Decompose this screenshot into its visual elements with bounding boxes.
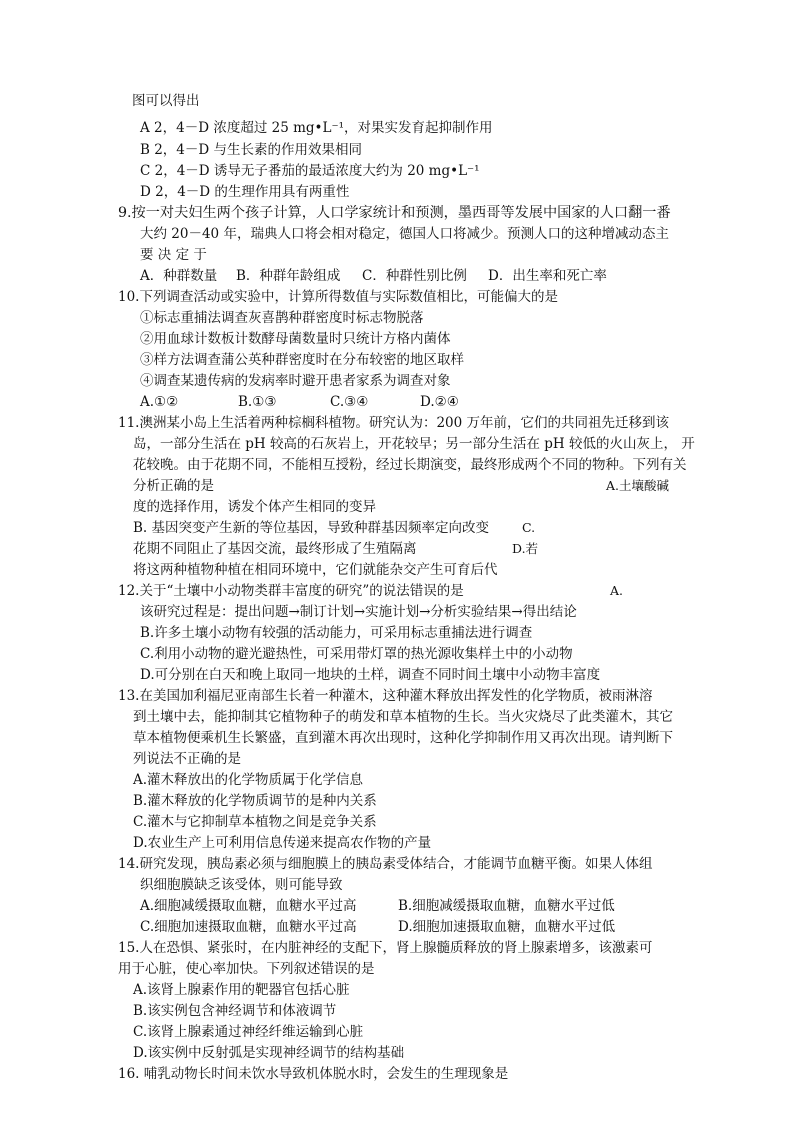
q8-option-d: D 2，4－D 的生理作用具有两重性 (140, 184, 350, 200)
q14-option-c: C.细胞加速摄取血糖，血糖水平过高 (140, 919, 357, 935)
q10-option-b: B.①③ (238, 394, 277, 410)
q15-stem-line-1: 15.人在恐惧、紧张时，在内脏神经的支配下，肾上腺髓质释放的肾上腺素增多，该激素可 (118, 940, 653, 956)
q13-stem-line-1: 13.在美国加利福尼亚南部生长着一种灌木，这种灌木释放出挥发性的化学物质，被雨淋溶 (118, 688, 653, 704)
q10-statement-2: ②用血球计数板计数酵母菌数量时只统计方格内菌体 (140, 331, 451, 347)
q13-stem-line-3: 草本植物便乘机生长繁盛，直到灌木再次出现时，这种化学抑制作用又再次出现。请判断下 (133, 730, 673, 746)
q11-stem-line-3: 花较晚。由于花期不同，不能相互授粉，经过长期演变，最终形成两个不同的物种。下列有关 (133, 457, 687, 473)
q8-option-b: B 2，4－D 与生长素的作用效果相同 (140, 142, 363, 158)
q13-option-c: C.灌木与它抑制草本植物之间是竞争关系 (133, 814, 377, 830)
q9-stem-line-3: 要 决 定 于 (140, 247, 207, 263)
q13-option-b: B.灌木释放的化学物质调节的是种内关系 (133, 793, 377, 809)
q13-stem-line-4: 列说法不正确的是 (133, 751, 241, 767)
q12-option-a-start: A. (610, 583, 624, 598)
q10-statement-3: ③样方法调查蒲公英种群密度时在分布较密的地区取样 (140, 352, 464, 368)
q10-statement-1: ①标志重捕法调查灰喜鹊种群密度时标志物脱落 (140, 310, 424, 326)
q12-option-c: C.利用小动物的避光避热性，可采用带灯罩的热光源收集样土中的小动物 (140, 646, 573, 662)
q9-stem-line-2: 大约 20－40 年，瑞典人口将会相对稳定，德国人口将减少。预测人口的这种增减动态主 (140, 226, 669, 242)
q12-option-b: B.许多土壤小动物有较强的活动能力，可采用标志重捕法进行调查 (140, 625, 533, 641)
q9-option-c: C．种群性别比例 (362, 268, 467, 284)
q15-option-d: D.该实例中反射弧是实现神经调节的结构基础 (133, 1045, 405, 1061)
q13-stem-line-2: 到土壤中去，能抑制其它植物种子的萌发和草本植物的生长。当火灾烧尽了此类灌木，其它 (133, 709, 673, 725)
q13-option-a: A.灌木释放出的化学物质属于化学信息 (133, 772, 364, 788)
q12-option-d: D.可分别在白天和晚上取同一地块的土样，调查不同时间土壤中小动物丰富度 (140, 667, 601, 683)
q11-option-c-start: C. (522, 520, 536, 535)
q15-option-c: C.该肾上腺素通过神经纤维运输到心脏 (133, 1024, 364, 1040)
q11-option-b: B. 基因突变产生新的等位基因，导致种群基因频率定向改变 (133, 520, 490, 536)
q8-intro: 图可以得出 (132, 93, 200, 109)
q10-stem: 10.下列调查活动或实验中，计算所得数值与实际数值相比，可能偏大的是 (118, 289, 558, 305)
q15-stem-line-2: 用于心脏，使心率加快。下列叙述错误的是 (118, 961, 375, 977)
q12-option-a-end: 该研究过程是：提出问题→制订计划→实施计划→分析实验结果→得出结论 (140, 604, 577, 620)
q8-option-c: C 2，4－D 诱导无子番茄的最适浓度大约为 20 mg•L⁻¹ (140, 163, 480, 179)
q15-option-a: A.该肾上腺素作用的靶器官包括心脏 (133, 982, 350, 998)
q10-option-c: C.③④ (330, 394, 369, 410)
q14-option-a: A.细胞减缓摄取血糖，血糖水平过高 (140, 898, 357, 914)
q11-option-c-end: 花期不同阻止了基因交流，最终形成了生殖隔离 (133, 541, 417, 557)
q9-option-b: B．种群年龄组成 (236, 268, 341, 284)
q11-stem-line-4: 分析正确的是 (133, 478, 214, 494)
q11-option-d-end: 将这两种植物种植在相同环境中，它们就能杂交产生可育后代 (133, 562, 498, 578)
q11-stem-line-2: 岛，一部分生活在 pH 较高的石灰岩上，开花较早；另一部分生活在 pH 较低的火山灰上， 开 (133, 436, 695, 452)
q14-stem-line-2: 织细胞膜缺乏该受体，则可能导致 (140, 877, 343, 893)
q12-stem: 12.关于“土壤中小动物类群丰富度的研究”的说法错误的是 (118, 583, 464, 599)
q11-option-a-start: A.土壤酸碱 (606, 478, 670, 493)
q9-stem-line-1: 9.按一对夫妇生两个孩子计算，人口学家统计和预测，墨西哥等发展中国家的人口翻一番 (118, 205, 671, 221)
q15-option-b: B.该实例包含神经调节和体液调节 (133, 1003, 337, 1019)
q9-option-d: D．出生率和死亡率 (488, 268, 607, 284)
q10-statement-4: ④调查某遗传病的发病率时避开患者家系为调查对象 (140, 373, 451, 389)
q11-option-d-start: D.若 (512, 541, 539, 556)
q13-option-d: D.农业生产上可利用信息传递来提高农作物的产量 (133, 835, 432, 851)
q14-stem-line-1: 14.研究发现，胰岛素必须与细胞膜上的胰岛素受体结合，才能调节血糖平衡。如果人体组 (118, 856, 653, 872)
q10-option-d: D.②④ (420, 394, 459, 410)
q11-option-a-end: 度的选择作用，诱发个体产生相同的变异 (133, 499, 376, 515)
q14-option-b: B.细胞减缓摄取血糖，血糖水平过低 (398, 898, 615, 914)
q16-stem: 16. 哺乳动物长时间未饮水导致机体脱水时，会发生的生理现象是 (118, 1066, 509, 1082)
q10-option-a: A.①② (140, 394, 179, 410)
q8-option-a: A 2，4－D 浓度超过 25 mg•L⁻¹，对果实发育起抑制作用 (140, 120, 493, 136)
q14-option-d: D.细胞加速摄取血糖，血糖水平过低 (398, 919, 616, 935)
q9-option-a: A．种群数量 (140, 268, 218, 284)
q11-stem-line-1: 11.澳洲某小岛上生活着两种棕榈科植物。研究认为：200 万年前，它们的共同祖先迁移到该 (118, 415, 670, 431)
